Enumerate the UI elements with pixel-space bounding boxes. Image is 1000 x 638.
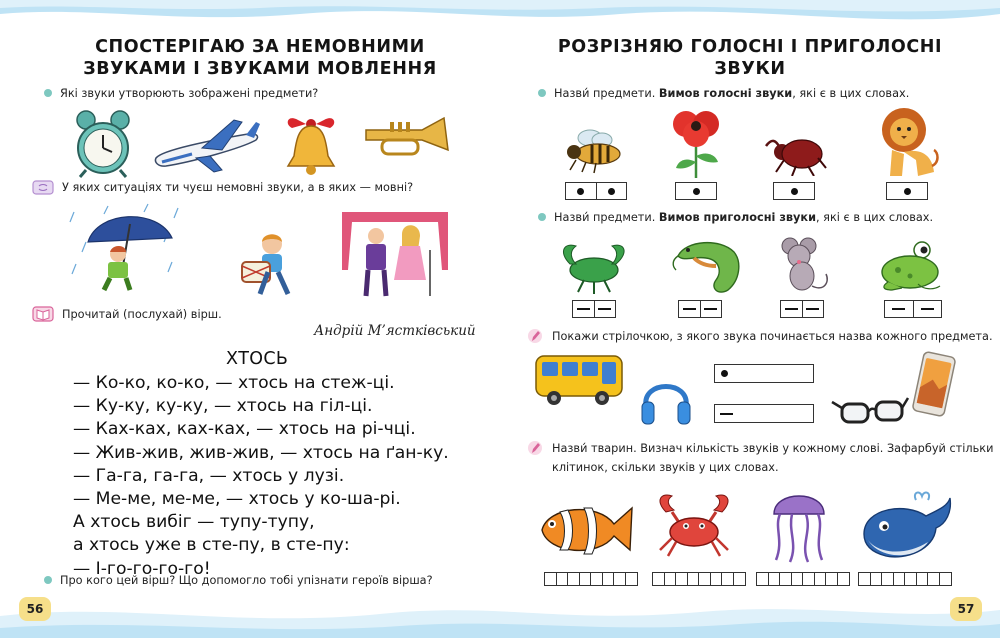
sound-count-grid-jellyfish[interactable] [756,572,850,586]
consonant-dash-icon [577,308,590,310]
speech-bubble-icon [32,180,54,196]
jellyfish-illustration [764,488,834,564]
phone-illustration [910,350,958,418]
headphones-illustration [638,370,694,428]
bus-illustration [534,352,624,406]
task-speech-situations: У яких ситуаціях ти чуєш немовні звуки, а в яких — мовні? [62,181,414,194]
task-poem-questions: Про кого цей вірш? Що допомогло тобі упізнати героїв вірша? [44,573,433,589]
consonant-scheme-mouse[interactable] [780,300,824,318]
bullet-icon [44,89,52,97]
poem-text [73,372,449,581]
consonant-dash-icon [683,308,696,310]
poem-line: — Жив-жив, жив-жив, — хтось на ґан-ку. [73,442,449,463]
airplane-illustration [152,118,262,174]
trumpet-illustration [362,116,452,172]
vowel-scheme-bee[interactable] [565,182,627,200]
mouse-illustration [772,236,832,296]
vowel-scheme-poppy[interactable] [675,182,717,200]
task-consonant-sounds: Назви́ предмети. Вимов приголосні звуки, які є в цих словах. [538,210,933,226]
poem-line: — Га-га, га-га, — хтось у лузі. [73,465,345,486]
consonant-scheme-crayfish[interactable] [572,300,616,318]
task-sounds-of-objects: Які звуки утворюють зображені предмети? [44,86,318,102]
right-page-title: РОЗРІЗНЯЮ ГОЛОСНІ І ПРИГОЛОСНІ ЗВУКИ [557,37,943,79]
consonant-dash-icon [892,308,905,310]
glasses-illustration [830,394,910,428]
frog-illustration [878,240,948,292]
consonant-dash-icon [598,308,611,310]
bullet-icon [538,89,546,97]
vowel-dot-icon [693,188,700,195]
consonant-dash-icon [704,308,717,310]
sound-count-grid-crab[interactable] [652,572,746,586]
consonant-dash-icon [921,308,934,310]
sound-count-grid-whale[interactable] [858,572,952,586]
poppy-illustration [670,106,722,178]
alarm-clock-illustration [72,108,134,178]
page-number-left: 56 [19,597,51,621]
consonant-scheme-catfish[interactable] [678,300,722,318]
consonant-scheme-frog[interactable] [884,300,942,318]
vowel-dot-icon [577,188,584,195]
left-page-title: СПОСТЕРІГАЮ ЗА НЕМОВНИМИ ЗВУКАМИ І ЗВУКАМИ МОВЛЕННЯ [83,37,437,79]
first-sound-box-vowel[interactable] [714,364,814,383]
poem-line: — Ме-ме, ме-ме, — хтось у ко-ша-рі. [73,489,401,510]
beetle-illustration [762,132,828,176]
vowel-dot-icon [904,188,911,195]
boy-with-drum-illustration [234,232,302,298]
vowel-dot-icon [791,188,798,195]
consonant-dash-icon [785,308,798,310]
poem-author: Андрій М’ястківський [314,323,476,339]
whale-illustration [856,490,952,564]
clownfish-illustration [538,496,636,562]
page-number-right: 57 [950,597,982,621]
pencil-icon [528,440,542,456]
task-first-sound-arrows: Покажи стрілочкою, з якого звука починається назва кожного предмета. [552,330,993,343]
poem-title: ХТОСЬ [226,349,289,369]
crayfish-illustration [554,240,638,296]
vowel-scheme-lion[interactable] [886,182,928,200]
poem-line: а хтось уже в сте-пу, в сте-пу: [73,535,350,556]
pencil-icon [528,328,542,344]
task-vowel-sounds: Назви́ предмети. Вимов голосні звуки, які є в цих словах. [538,86,909,102]
crab-illustration [652,492,736,560]
singers-illustration [340,210,450,300]
catfish-illustration [670,236,744,298]
poem-line: — Ках-ках, ках-ках, — хтось на рі-чці. [73,419,416,440]
poem-line: — Ку-ку, ку-ку, — хтось на гіл-ці. [73,396,373,417]
first-sound-box-consonant[interactable] [714,404,814,423]
poem-line: — І-го-го-го-го! [73,558,211,579]
task-read-poem: Прочитай (послухай) вірш. [62,308,222,321]
vowel-dot-icon [608,188,615,195]
right-page [500,0,1000,638]
sound-count-grid-clownfish[interactable] [544,572,638,586]
task-count-sounds: Назви́ тварин. Визнач кількість звуків у кожному слові. Зафарбуй стільки клітинок, скільки звуків у цих словах. [552,442,994,474]
poem-line: А хтось вибіг — тупу-тупу, [73,512,315,533]
book-icon [32,306,54,322]
bullet-icon [44,576,52,584]
bee-illustration [564,128,628,174]
boy-in-rain-illustration [68,202,188,294]
vowel-scheme-beetle[interactable] [773,182,815,200]
consonant-dash-icon [720,413,733,415]
consonant-dash-icon [806,308,819,310]
lion-illustration [876,106,940,178]
bell-illustration [280,112,342,178]
poem-line: — Ко-ко, ко-ко, — хтось на стеж-ці. [73,373,395,393]
bullet-icon [538,213,546,221]
vowel-dot-icon [721,370,728,377]
